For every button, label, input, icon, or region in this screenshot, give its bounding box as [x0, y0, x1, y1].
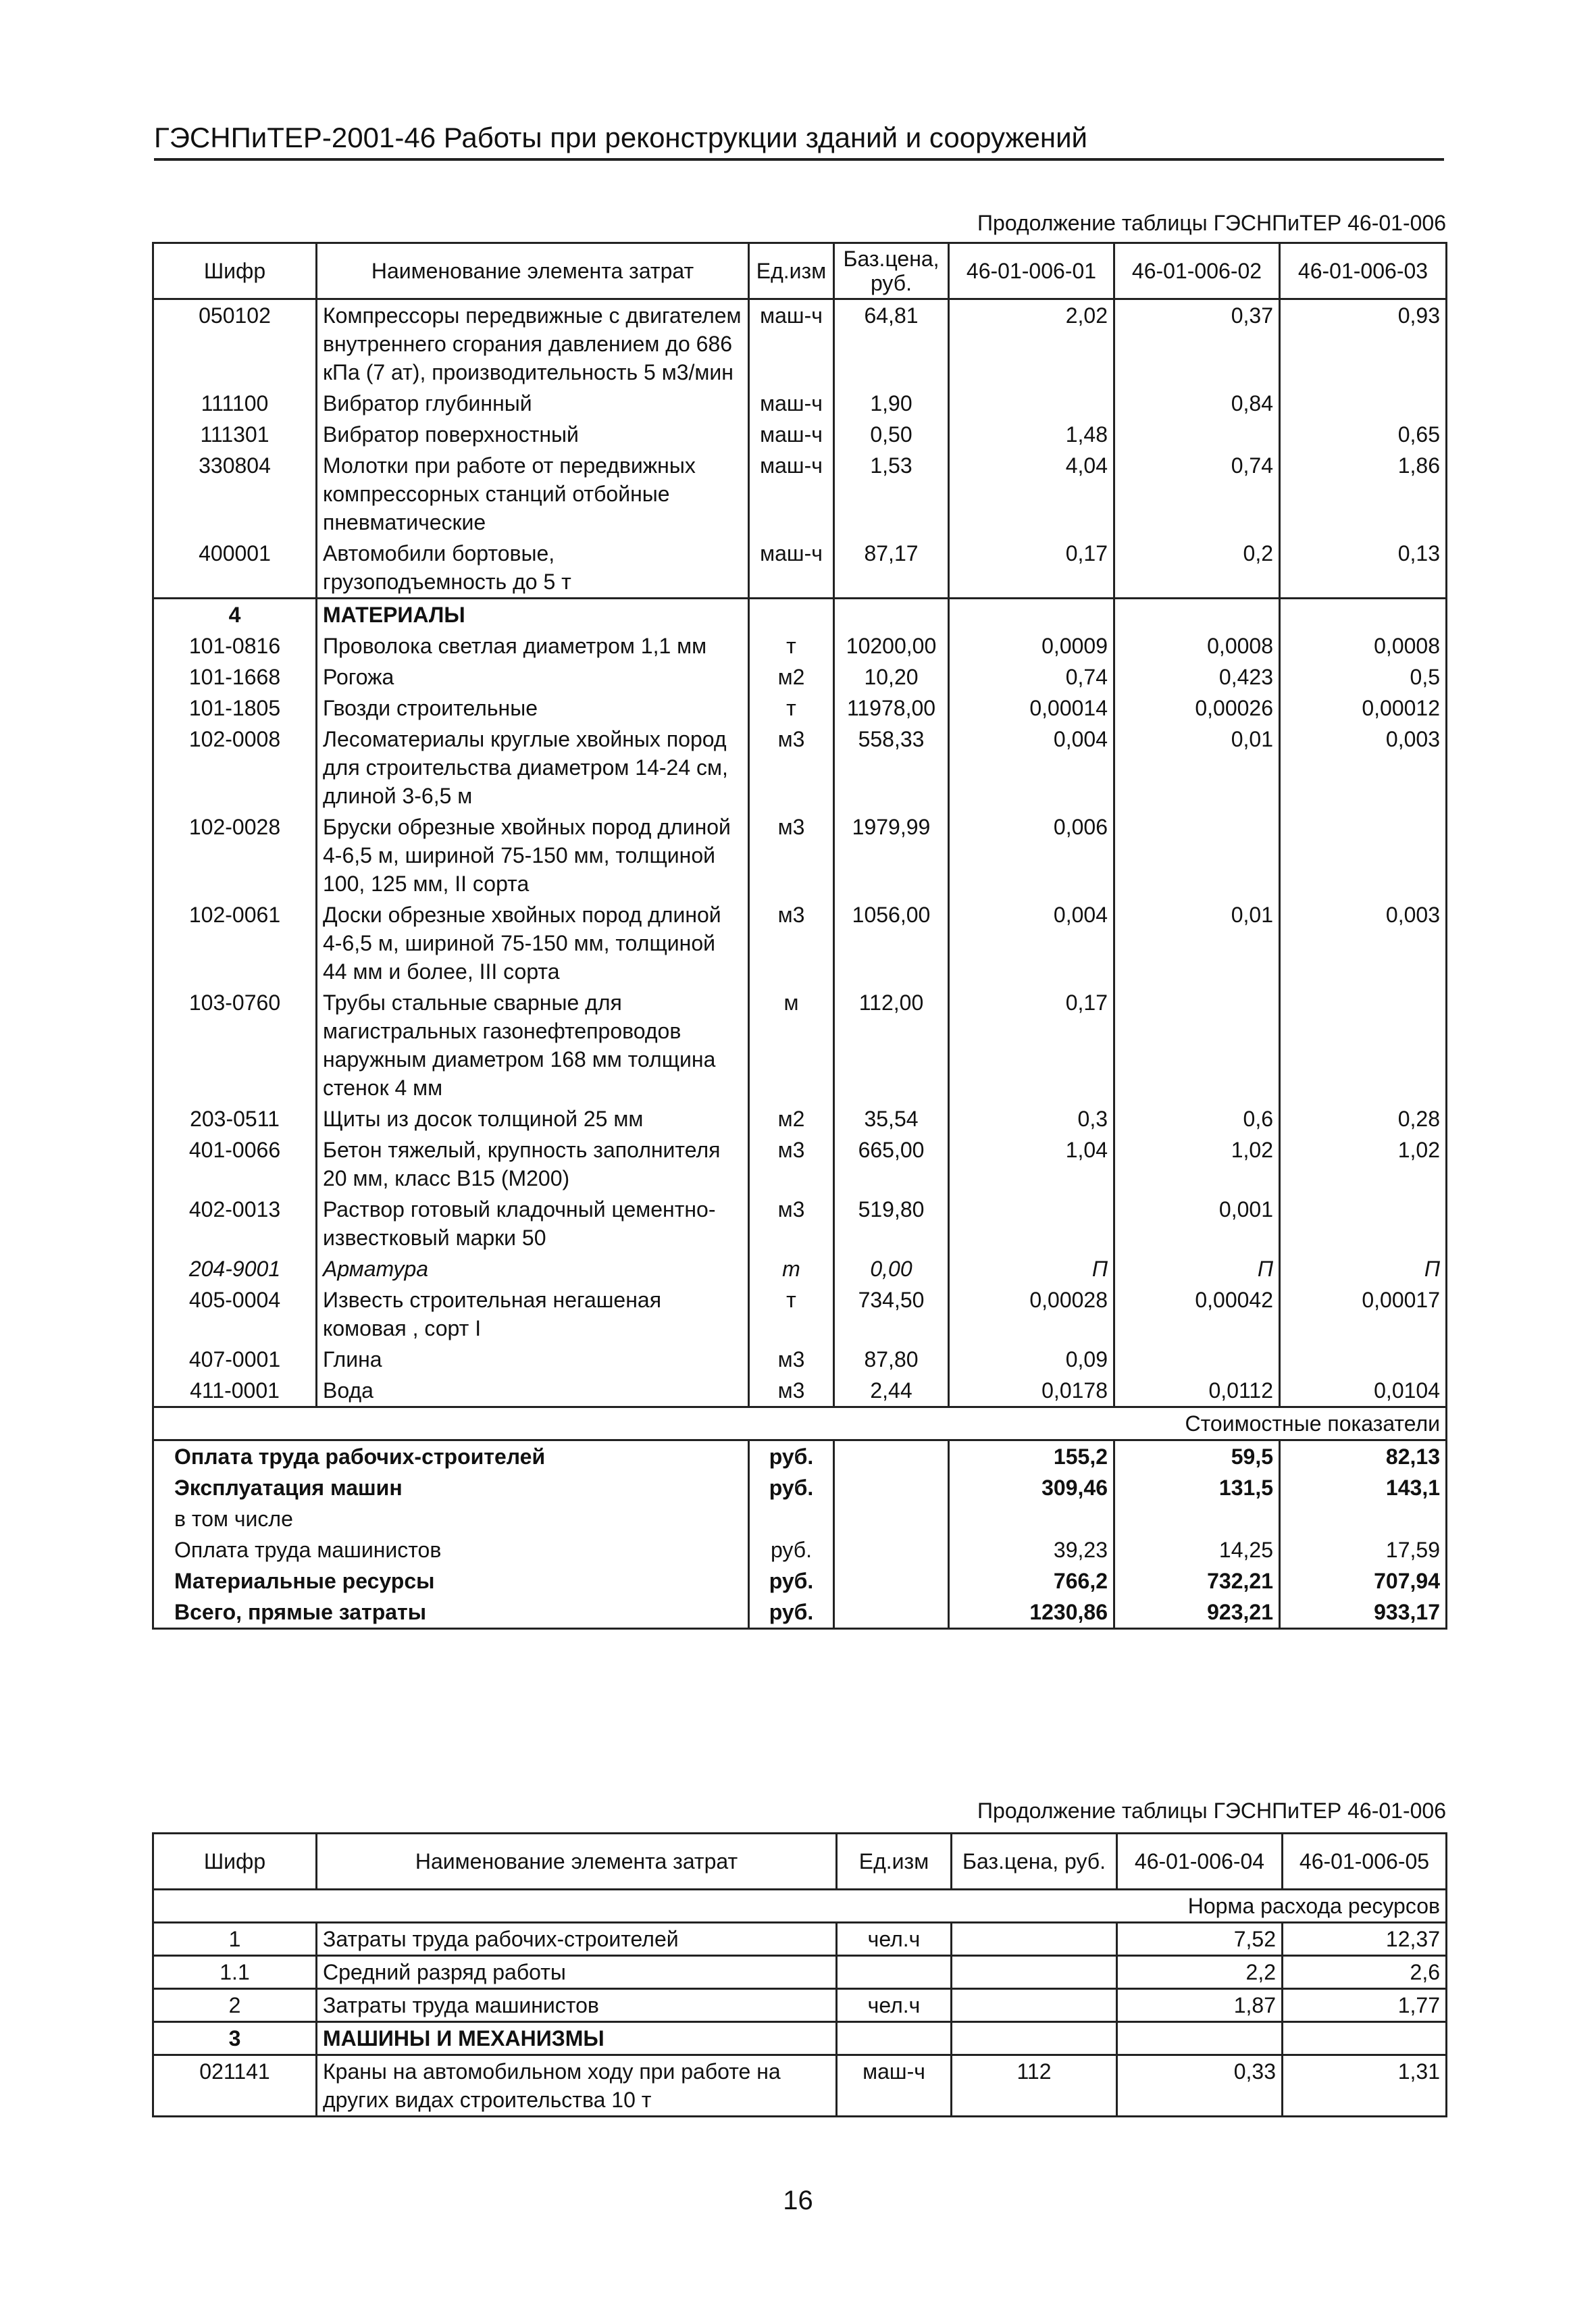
row-norm-05: 12,37 [1283, 1923, 1447, 1956]
row-unit: т [749, 1253, 834, 1284]
row-norm-05: 1,77 [1283, 1989, 1447, 2022]
row-unit: м3 [749, 811, 834, 899]
row-name: Затраты труда машинистов [317, 1989, 837, 2022]
row-norm-02: 0,0008 [1114, 630, 1280, 661]
row-price [834, 599, 949, 631]
col-header-norm-04: 46-01-006-04 [1117, 1834, 1283, 1890]
row-norm-03: 1,86 [1280, 450, 1447, 538]
row-price [952, 1956, 1117, 1989]
row-norm-02: 0,001 [1114, 1194, 1280, 1253]
row-norm-02: 1,02 [1114, 1134, 1280, 1194]
row-price: 10200,00 [834, 630, 949, 661]
row-price: 2,44 [834, 1375, 949, 1407]
cost-row [153, 1565, 1447, 1596]
col-header-name: Наименование элемента затрат [317, 1834, 837, 1890]
row-norm-01: 2,02 [949, 299, 1114, 388]
row-norm-02: 0,6 [1114, 1103, 1280, 1134]
table-row [153, 419, 1447, 450]
row-price [952, 1989, 1117, 2022]
row-norm-03: 1,02 [1280, 1134, 1447, 1194]
row-norm-03: 0,00012 [1280, 693, 1447, 724]
cost-value-01: 155,2 [949, 1440, 1114, 1473]
row-code: 111301 [153, 419, 317, 450]
row-norm-01: 0,74 [949, 661, 1114, 693]
cost-value-01: 309,46 [949, 1472, 1114, 1503]
row-unit: маш-ч [749, 299, 834, 388]
row-unit: маш-ч [837, 2055, 952, 2117]
row-norm-02: 0,423 [1114, 661, 1280, 693]
table1-caption: Продолжение таблицы ГЭСНПиТЕР 46-01-006 [977, 211, 1446, 235]
page-number: 16 [783, 2186, 813, 2215]
row-norm-01: 0,006 [949, 811, 1114, 899]
table-row [153, 1956, 1447, 1989]
row-norm-01: 0,0009 [949, 630, 1114, 661]
row-unit: маш-ч [749, 419, 834, 450]
row-name: Гвозди строительные [317, 693, 749, 724]
row-code: 405-0004 [153, 1284, 317, 1344]
row-norm-03: 0,93 [1280, 299, 1447, 388]
cost-header-label: Стоимостные показатели [153, 1407, 1447, 1440]
row-norm-03: П [1280, 1253, 1447, 1284]
cost-value-01: 1230,86 [949, 1596, 1114, 1629]
row-norm-02: 0,01 [1114, 899, 1280, 987]
cost-row [153, 1440, 1447, 1473]
row-code: 4 [153, 599, 317, 631]
table-row [153, 1375, 1447, 1407]
cost-row [153, 1596, 1447, 1629]
row-norm-04: 2,2 [1117, 1956, 1283, 1989]
row-name: Средний разряд работы [317, 1956, 837, 1989]
row-unit: маш-ч [749, 388, 834, 419]
row-code: 1 [153, 1923, 317, 1956]
row-norm-01: 0,00014 [949, 693, 1114, 724]
row-norm-03: 0,003 [1280, 724, 1447, 811]
cost-price-empty [834, 1503, 949, 1534]
row-code: 103-0760 [153, 987, 317, 1103]
row-norm-01: 1,04 [949, 1134, 1114, 1194]
row-price: 35,54 [834, 1103, 949, 1134]
row-code: 050102 [153, 299, 317, 388]
table2-caption: Продолжение таблицы ГЭСНПиТЕР 46-01-006 [977, 1799, 1446, 1823]
row-code: 111100 [153, 388, 317, 419]
row-name: Автомобили бортовые, грузоподъемность до 5 т [317, 538, 749, 599]
cost-unit [749, 1503, 834, 1534]
row-price: 64,81 [834, 299, 949, 388]
resource-table-2 [152, 1832, 1447, 2117]
row-unit: чел.ч [837, 1923, 952, 1956]
row-norm-02: 0,2 [1114, 538, 1280, 599]
row-norm-01 [949, 599, 1114, 631]
row-norm-03: 0,0104 [1280, 1375, 1447, 1407]
row-norm-01: 4,04 [949, 450, 1114, 538]
cost-unit: руб. [749, 1440, 834, 1473]
cost-price-empty [834, 1534, 949, 1565]
row-code: 203-0511 [153, 1103, 317, 1134]
col-header-norm-03: 46-01-006-03 [1280, 243, 1447, 299]
row-norm-01: 0,17 [949, 987, 1114, 1103]
norm-section-header [153, 1890, 1447, 1923]
row-name: Щиты из досок толщиной 25 мм [317, 1103, 749, 1134]
row-code: 411-0001 [153, 1375, 317, 1407]
row-name: МАТЕРИАЛЫ [317, 599, 749, 631]
table-row [153, 1134, 1447, 1194]
table-row [153, 1194, 1447, 1253]
cost-price-empty [834, 1565, 949, 1596]
row-price: 87,80 [834, 1344, 949, 1375]
table-row [153, 1344, 1447, 1375]
table-row [153, 661, 1447, 693]
row-norm-02: 0,0112 [1114, 1375, 1280, 1407]
row-price: 734,50 [834, 1284, 949, 1344]
cost-value-02: 59,5 [1114, 1440, 1280, 1473]
row-unit: т [749, 630, 834, 661]
table-row [153, 1923, 1447, 1956]
row-unit: т [749, 1284, 834, 1344]
row-price: 112,00 [834, 987, 949, 1103]
cost-value-03: 143,1 [1280, 1472, 1447, 1503]
col-header-norm-05: 46-01-006-05 [1283, 1834, 1447, 1890]
row-price: 1,53 [834, 450, 949, 538]
row-norm-02: 0,01 [1114, 724, 1280, 811]
norm-header-label: Норма расхода ресурсов [153, 1890, 1447, 1923]
row-norm-03: 0,003 [1280, 899, 1447, 987]
row-name: Рогожа [317, 661, 749, 693]
row-code: 1.1 [153, 1956, 317, 1989]
row-name: Вибратор поверхностный [317, 419, 749, 450]
row-norm-05 [1283, 2022, 1447, 2055]
row-name: Бруски обрезные хвойных пород длиной 4-6,5 м, шириной 75-150 мм, толщиной 100, 125 мм, II сорта [317, 811, 749, 899]
row-name: Бетон тяжелый, крупность заполнителя 20 мм, класс В15 (М200) [317, 1134, 749, 1194]
row-price: 10,20 [834, 661, 949, 693]
cost-label: Оплата труда машинистов [153, 1534, 749, 1565]
row-norm-02: 0,37 [1114, 299, 1280, 388]
row-unit: т [749, 693, 834, 724]
table-row [153, 2022, 1447, 2055]
row-code: 102-0008 [153, 724, 317, 811]
row-unit: маш-ч [749, 538, 834, 599]
row-unit: маш-ч [749, 450, 834, 538]
col-header-unit: Ед.изм [749, 243, 834, 299]
row-unit [837, 1956, 952, 1989]
row-norm-04: 7,52 [1117, 1923, 1283, 1956]
cost-value-01: 39,23 [949, 1534, 1114, 1565]
row-name: Вибратор глубинный [317, 388, 749, 419]
row-norm-04 [1117, 2022, 1283, 2055]
row-name: Глина [317, 1344, 749, 1375]
row-norm-03 [1280, 1344, 1447, 1375]
resource-table-1 [152, 242, 1447, 1630]
cost-value-02 [1114, 1503, 1280, 1534]
row-name: Раствор готовый кладочный цементно-известковый марки 50 [317, 1194, 749, 1253]
row-norm-02: 0,84 [1114, 388, 1280, 419]
row-norm-05: 1,31 [1283, 2055, 1447, 2117]
table-row [153, 2055, 1447, 2117]
col-header-norm-01: 46-01-006-01 [949, 243, 1114, 299]
row-norm-03 [1280, 388, 1447, 419]
cost-unit: руб. [749, 1534, 834, 1565]
row-code: 330804 [153, 450, 317, 538]
cost-label: в том числе [153, 1503, 749, 1534]
table-row [153, 1989, 1447, 2022]
row-norm-03 [1280, 599, 1447, 631]
row-name: Затраты труда рабочих-строителей [317, 1923, 837, 1956]
row-name: Лесоматериалы круглые хвойных пород для строительства диаметром 14-24 см, длиной 3-6,5 м [317, 724, 749, 811]
cost-price-empty [834, 1440, 949, 1473]
table-row [153, 599, 1447, 631]
cost-value-03: 707,94 [1280, 1565, 1447, 1596]
row-norm-03 [1280, 987, 1447, 1103]
row-norm-02 [1114, 987, 1280, 1103]
row-price: 665,00 [834, 1134, 949, 1194]
table-row [153, 899, 1447, 987]
row-norm-01 [949, 388, 1114, 419]
row-norm-05: 2,6 [1283, 1956, 1447, 1989]
row-code: 401-0066 [153, 1134, 317, 1194]
row-unit: чел.ч [837, 1989, 952, 2022]
table-row [153, 1103, 1447, 1134]
row-code: 021141 [153, 2055, 317, 2117]
row-name: Краны на автомобильном ходу при работе на других видах строительства 10 т [317, 2055, 837, 2117]
cost-label: Эксплуатация машин [153, 1472, 749, 1503]
row-name: Молотки при работе от передвижных компрессорных станций отбойные пневматические [317, 450, 749, 538]
row-unit: м3 [749, 1134, 834, 1194]
col-header-price: Баз.цена, руб. [834, 243, 949, 299]
row-norm-03: 0,00017 [1280, 1284, 1447, 1344]
row-norm-03: 0,5 [1280, 661, 1447, 693]
row-norm-02: 0,00042 [1114, 1284, 1280, 1344]
row-unit: м3 [749, 899, 834, 987]
cost-value-03: 17,59 [1280, 1534, 1447, 1565]
table-row [153, 630, 1447, 661]
cost-value-03: 82,13 [1280, 1440, 1447, 1473]
row-price: 1,90 [834, 388, 949, 419]
table-row [153, 987, 1447, 1103]
row-norm-01: 0,004 [949, 899, 1114, 987]
cost-row [153, 1534, 1447, 1565]
row-code: 407-0001 [153, 1344, 317, 1375]
row-norm-02: 0,00026 [1114, 693, 1280, 724]
cost-unit: руб. [749, 1565, 834, 1596]
row-norm-03 [1280, 811, 1447, 899]
row-norm-01: 0,00028 [949, 1284, 1114, 1344]
row-price [952, 1923, 1117, 1956]
row-price: 558,33 [834, 724, 949, 811]
row-norm-02 [1114, 1344, 1280, 1375]
row-norm-01: 0,3 [949, 1103, 1114, 1134]
row-norm-01: П [949, 1253, 1114, 1284]
row-price: 519,80 [834, 1194, 949, 1253]
table-row [153, 299, 1447, 388]
row-unit: м3 [749, 1194, 834, 1253]
row-norm-03: 0,0008 [1280, 630, 1447, 661]
row-norm-01 [949, 1194, 1114, 1253]
row-norm-04: 0,33 [1117, 2055, 1283, 2117]
row-code: 400001 [153, 538, 317, 599]
row-name: Проволока светлая диаметром 1,1 мм [317, 630, 749, 661]
table1-body [153, 299, 1447, 1629]
row-price: 1979,99 [834, 811, 949, 899]
row-code: 204-9001 [153, 1253, 317, 1284]
col-header-unit: Ед.изм [837, 1834, 952, 1890]
row-price: 0,00 [834, 1253, 949, 1284]
cost-unit: руб. [749, 1472, 834, 1503]
table-row [153, 450, 1447, 538]
row-name: Доски обрезные хвойных пород длиной 4-6,5 м, шириной 75-150 мм, толщиной 44 мм и более, III сорта [317, 899, 749, 987]
row-unit: м2 [749, 661, 834, 693]
col-header-code: Шифр [153, 243, 317, 299]
row-code: 3 [153, 2022, 317, 2055]
row-code: 101-1805 [153, 693, 317, 724]
row-norm-02 [1114, 811, 1280, 899]
row-norm-02: 0,74 [1114, 450, 1280, 538]
table-row [153, 693, 1447, 724]
row-norm-03: 0,65 [1280, 419, 1447, 450]
row-unit [749, 599, 834, 631]
row-price: 11978,00 [834, 693, 949, 724]
row-code: 2 [153, 1989, 317, 2022]
cost-value-01: 766,2 [949, 1565, 1114, 1596]
row-name: Известь строительная негашеная комовая , сорт I [317, 1284, 749, 1344]
row-name: Вода [317, 1375, 749, 1407]
cost-value-01 [949, 1503, 1114, 1534]
cost-row [153, 1472, 1447, 1503]
row-norm-02: П [1114, 1253, 1280, 1284]
table-row [153, 388, 1447, 419]
table-row [153, 811, 1447, 899]
row-price: 87,17 [834, 538, 949, 599]
cost-label: Всего, прямые затраты [153, 1596, 749, 1629]
row-norm-01: 0,004 [949, 724, 1114, 811]
cost-section-header [153, 1407, 1447, 1440]
cost-row [153, 1503, 1447, 1534]
row-unit: м [749, 987, 834, 1103]
cost-value-02: 732,21 [1114, 1565, 1280, 1596]
row-code: 101-1668 [153, 661, 317, 693]
table-row [153, 1253, 1447, 1284]
cost-value-02: 923,21 [1114, 1596, 1280, 1629]
cost-value-03 [1280, 1503, 1447, 1534]
row-norm-01: 0,09 [949, 1344, 1114, 1375]
cost-label: Оплата труда рабочих-строителей [153, 1440, 749, 1473]
cost-value-02: 14,25 [1114, 1534, 1280, 1565]
cost-label: Материальные ресурсы [153, 1565, 749, 1596]
row-name: Арматура [317, 1253, 749, 1284]
row-norm-04: 1,87 [1117, 1989, 1283, 2022]
row-norm-02 [1114, 599, 1280, 631]
row-unit: м3 [749, 724, 834, 811]
row-unit: м3 [749, 1344, 834, 1375]
row-price: 112 [952, 2055, 1117, 2117]
col-header-code: Шифр [153, 1834, 317, 1890]
row-code: 101-0816 [153, 630, 317, 661]
table2-body [153, 1890, 1447, 2117]
row-norm-01: 0,17 [949, 538, 1114, 599]
col-header-name: Наименование элемента затрат [317, 243, 749, 299]
page-header: ГЭСНПиТЕР-2001-46 Работы при реконструкции зданий и сооружений [154, 122, 1444, 161]
row-name: МАШИНЫ И МЕХАНИЗМЫ [317, 2022, 837, 2055]
table1-header-row [153, 243, 1447, 299]
row-norm-01: 1,48 [949, 419, 1114, 450]
cost-value-02: 131,5 [1114, 1472, 1280, 1503]
row-code: 102-0028 [153, 811, 317, 899]
row-price [952, 2022, 1117, 2055]
row-code: 402-0013 [153, 1194, 317, 1253]
row-code: 102-0061 [153, 899, 317, 987]
col-header-norm-02: 46-01-006-02 [1114, 243, 1280, 299]
row-norm-03: 0,28 [1280, 1103, 1447, 1134]
row-norm-01: 0,0178 [949, 1375, 1114, 1407]
row-price: 0,50 [834, 419, 949, 450]
row-unit: м3 [749, 1375, 834, 1407]
table-row [153, 724, 1447, 811]
row-norm-03 [1280, 1194, 1447, 1253]
row-norm-02 [1114, 419, 1280, 450]
row-price: 1056,00 [834, 899, 949, 987]
row-name: Трубы стальные сварные для магистральных газонефтепроводов наружным диаметром 168 мм толщина стенок 4 мм [317, 987, 749, 1103]
table-row [153, 1284, 1447, 1344]
col-header-price: Баз.цена, руб. [952, 1834, 1117, 1890]
cost-price-empty [834, 1472, 949, 1503]
table2-header-row [153, 1834, 1447, 1890]
row-unit [837, 2022, 952, 2055]
cost-price-empty [834, 1596, 949, 1629]
row-unit: м2 [749, 1103, 834, 1134]
cost-unit: руб. [749, 1596, 834, 1629]
row-norm-03: 0,13 [1280, 538, 1447, 599]
row-name: Компрессоры передвижные с двигателем внутреннего сгорания давлением до 686 кПа (7 ат), производительность 5 м3/мин [317, 299, 749, 388]
cost-value-03: 933,17 [1280, 1596, 1447, 1629]
table-row [153, 538, 1447, 599]
